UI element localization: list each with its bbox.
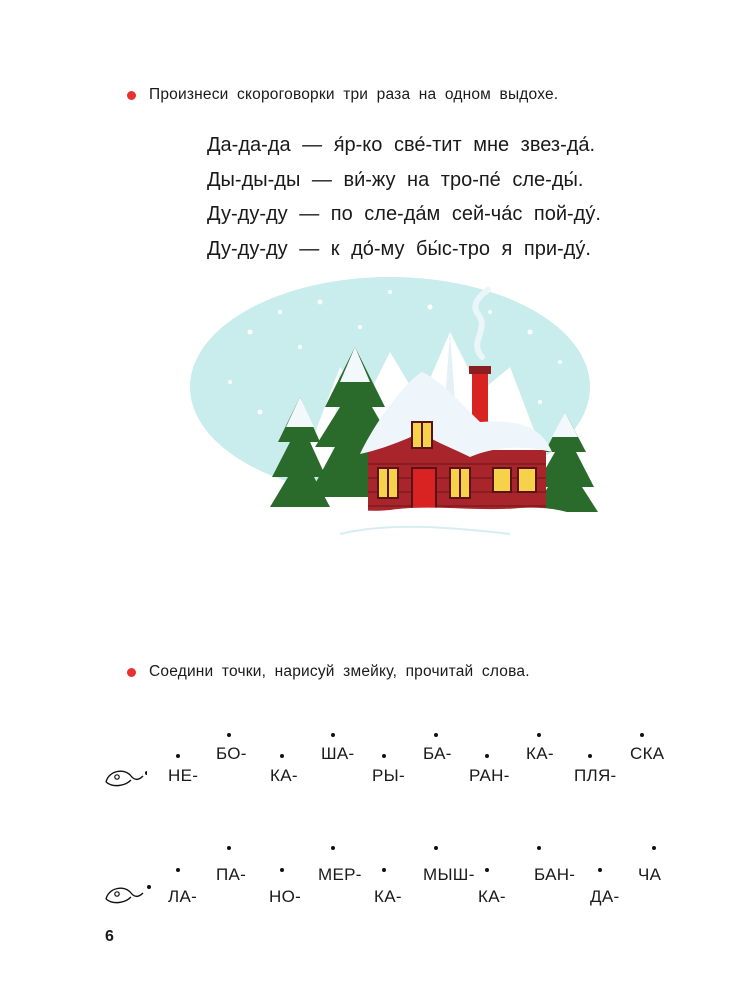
connect-dot[interactable] [176,868,180,872]
syllable: КА- [374,887,402,906]
syllable: БО- [216,744,247,763]
syllable: ПЛЯ- [574,766,617,785]
connect-dot[interactable] [434,846,438,850]
syllable: НО- [269,887,302,906]
syllable: ДА- [590,887,620,906]
syllable: КА- [270,766,298,785]
syllable: СКА [630,744,665,763]
connect-dot[interactable] [280,868,284,872]
connect-dot[interactable] [537,733,541,737]
syllable: ША- [321,744,355,763]
syllable: КА- [526,744,554,763]
connect-dot[interactable] [382,868,386,872]
connect-dot[interactable] [640,733,644,737]
poem-line: Ды-ды-ды — ви́-жу на тро-пе́ сле-ды́. [207,168,584,191]
task-2-text: Соедини точки, нарисуй змейку, прочитай слова. [149,663,530,680]
syllable: МЕР- [318,865,362,884]
poem-line: Да-да-да — я́р-ко све́-тит мне звез-да́. [207,134,596,156]
snowy-house-illustration [190,272,610,542]
connect-dot[interactable] [331,846,335,850]
syllable: ПА- [216,865,247,884]
connect-dot[interactable] [485,868,489,872]
syllable: КА- [478,887,506,906]
connect-dot[interactable] [434,733,438,737]
syllable: МЫШ- [423,865,475,884]
connect-dot[interactable] [382,754,386,758]
connect-dot[interactable] [280,754,284,758]
syllable: БАН- [534,865,576,884]
snake-head-icon [103,766,147,790]
syllable: БА- [423,744,452,763]
connect-dot[interactable] [227,846,231,850]
snow-ground [250,508,590,542]
red-bullet-icon [127,91,136,100]
connect-dot[interactable] [176,754,180,758]
task-1-instruction [127,86,558,104]
syllable: ЧА [638,865,662,884]
poem-line: Ду-ду-ду — к до́-му бы́с-тро я при-ду́. [207,237,591,260]
red-bullet-icon [127,668,136,677]
snake-head-icon [103,883,153,907]
tongue-twister-poem [207,128,601,266]
syllable: НЕ- [168,766,199,785]
connect-dot[interactable] [598,868,602,872]
connect-dot[interactable] [537,846,541,850]
connect-dot[interactable] [227,733,231,737]
page-number: 6 [105,928,114,945]
connect-dot[interactable] [588,754,592,758]
task-1-text: Произнеси скороговорки три раза на одном выдохе. [149,86,559,103]
poem-line: Ду-ду-ду — по сле-да́м сей-ча́с пой-ду́. [207,203,601,225]
task-2-instruction [127,663,530,681]
syllable: РАН- [469,766,510,785]
connect-dot[interactable] [485,754,489,758]
syllable: ЛА- [168,887,198,906]
connect-dot[interactable] [652,846,656,850]
syllable: РЫ- [372,766,405,785]
connect-dot[interactable] [331,733,335,737]
